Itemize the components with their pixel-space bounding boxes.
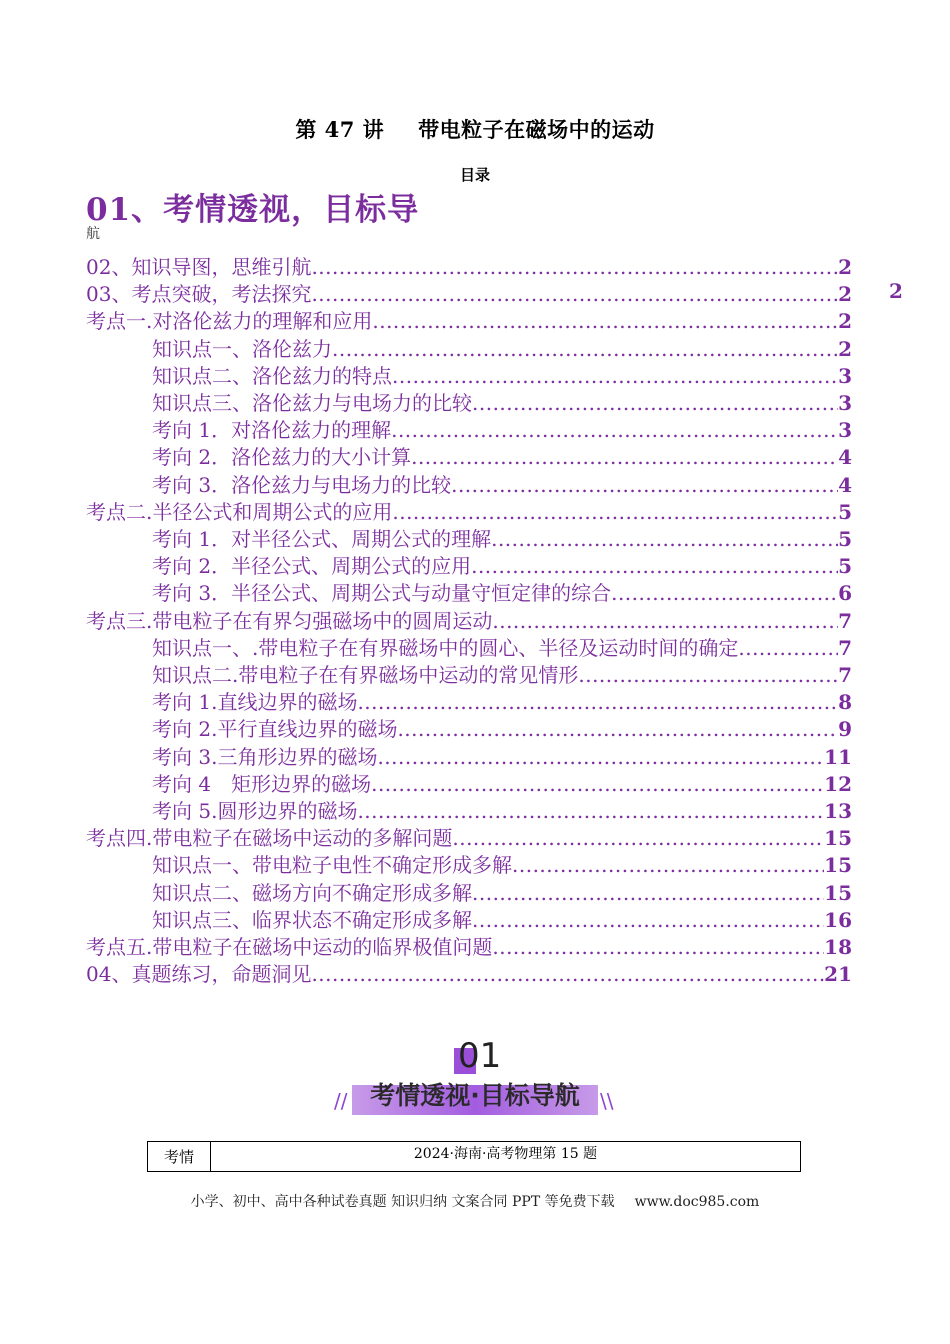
toc-entry-page: 15 (824, 826, 852, 851)
toc-entry[interactable] (152, 659, 852, 686)
section-heading-wrap: 航 (86, 226, 100, 242)
banner-left-slashes: // (334, 1089, 348, 1113)
stray-page-number: 2 (889, 279, 903, 303)
toc-entry-page: 3 (838, 418, 852, 443)
toc-entry-page: 2 (838, 255, 852, 279)
toc-entry-page: 21 (824, 962, 852, 987)
toc-entry[interactable] (152, 414, 852, 441)
toc-entry-title: 考点四.带电粒子在磁场中运动的多解问题 (86, 826, 453, 851)
toc-entry[interactable] (152, 877, 852, 904)
toc-entry-title: 知识点一、带电粒子电性不确定形成多解 (152, 853, 512, 878)
toc-entry-page: 5 (838, 554, 852, 579)
toc-entry-title: 考向 4 矩形边界的磁场 (152, 771, 372, 796)
toc-dot-leader (392, 364, 838, 388)
toc-dot-leader (377, 745, 824, 769)
toc-dot-leader (357, 690, 838, 714)
toc-entry-page: 5 (838, 527, 852, 551)
toc-entry[interactable] (86, 278, 852, 305)
toc-dot-leader (452, 826, 824, 850)
toc-dot-leader (492, 935, 824, 959)
toc-entry[interactable] (152, 904, 852, 931)
toc-entry[interactable] (86, 496, 852, 523)
banner-title: 考情透视·目标导航 (370, 1081, 580, 1110)
toc-dot-leader (611, 581, 838, 605)
toc-entry[interactable] (152, 469, 852, 496)
toc-entry[interactable] (152, 713, 852, 740)
toc-entry[interactable] (152, 523, 852, 550)
toc-entry-page: 7 (838, 608, 852, 633)
toc-entry-title: 知识点二.带电粒子在有界磁场中运动的常见情形 (152, 663, 579, 687)
toc-entry-page: 9 (838, 717, 852, 742)
toc-dot-leader (371, 772, 824, 796)
exam-info-table (147, 1141, 801, 1172)
toc-dot-leader (392, 500, 838, 524)
toc-entry-title: 考向 1．对洛伦兹力的理解 (152, 418, 392, 443)
toc-entry[interactable] (86, 305, 852, 332)
toc-entry-title: 知识点二、磁场方向不确定形成多解 (152, 880, 472, 905)
toc-dot-leader (311, 962, 824, 986)
footer-url[interactable]: www.doc985.com (634, 1194, 760, 1210)
toc-entry-title: 考点五.带电粒子在磁场中运动的临界极值问题 (86, 935, 493, 959)
toc-entry-page: 15 (824, 853, 852, 878)
toc-entry-page: 4 (838, 472, 852, 497)
toc-entry-page: 12 (824, 771, 852, 796)
section-heading-link[interactable]: 01、考情透视，目标导 (86, 192, 420, 228)
toc-entry-page: 2 (838, 282, 852, 307)
toc-dot-leader (472, 908, 824, 932)
toc-dot-leader (492, 609, 838, 633)
toc-entry-page: 16 (824, 907, 852, 932)
toc-entry[interactable] (152, 686, 852, 713)
toc-entry[interactable] (152, 577, 852, 604)
toc-dot-leader (472, 881, 824, 905)
toc-entry-title: 考向 3．洛伦兹力与电场力的比较 (152, 472, 452, 497)
toc-entry-page: 3 (838, 391, 852, 415)
toc-entry-page: 13 (824, 799, 852, 823)
toc-dot-leader (311, 282, 838, 306)
page-footer (0, 1191, 950, 1211)
toc-entry[interactable] (86, 605, 852, 632)
toc-entry-title: 考向 2．半径公式、周期公式的应用 (152, 554, 472, 579)
toc-entry-page: 3 (838, 363, 852, 388)
toc-entry-title: 知识点三、洛伦兹力与电场力的比较 (152, 391, 472, 415)
toc-entry-title: 考向 2．洛伦兹力的大小计算 (152, 445, 412, 470)
toc-entry[interactable] (152, 387, 852, 414)
toc-dot-leader (311, 255, 838, 279)
page-title (0, 114, 950, 144)
toc-entry-page: 18 (824, 935, 852, 959)
toc-entry-page: 4 (838, 445, 852, 470)
toc-dot-leader (357, 799, 824, 823)
table-value-cell: 2024·海南·高考物理第 15 题 (413, 1146, 598, 1162)
toc-entry[interactable] (152, 441, 852, 468)
toc-entry-title: 考向 3.三角形边界的磁场 (152, 744, 378, 769)
toc-dot-leader (491, 527, 838, 551)
toc-entry[interactable] (86, 931, 852, 958)
toc-entry-title: 知识点二、洛伦兹力的特点 (152, 363, 392, 388)
toc-entry[interactable] (152, 632, 852, 659)
toc-entry-title: 考点一.对洛伦兹力的理解和应用 (86, 309, 373, 334)
toc-entry-page: 8 (838, 690, 852, 715)
toc-entry-title: 考向 1．对半径公式、周期公式的理解 (152, 527, 492, 551)
toc-entry-title: 考向 3．半径公式、周期公式与动量守恒定律的综合 (152, 581, 612, 606)
toc-entry-page: 2 (838, 309, 852, 334)
toc-dot-leader (472, 391, 838, 415)
toc-entry-page: 7 (838, 663, 852, 687)
toc-entry-title: 考点三.带电粒子在有界匀强磁场中的圆周运动 (86, 608, 493, 633)
toc-entry-page: 11 (824, 744, 852, 769)
toc-dot-leader (397, 717, 838, 741)
toc-dot-leader (332, 337, 838, 361)
toc-entry[interactable] (152, 360, 852, 387)
toc-entry-title: 知识点一、.带电粒子在有界磁场中的圆心、半径及运动时间的确定 (152, 635, 739, 660)
table-label-cell: 考情 (148, 1142, 211, 1171)
toc-entry-title: 考向 2.平行直线边界的磁场 (152, 717, 398, 742)
toc-dot-leader (738, 636, 838, 660)
toc-dot-leader (471, 554, 838, 578)
footer-text: 小学、初中、高中各种试卷真题 知识归纳 文案合同 PPT 等免费下载 (190, 1194, 615, 1210)
toc-entry-title: 考向 1.直线边界的磁场 (152, 690, 358, 715)
toc-entry[interactable] (86, 822, 852, 849)
toc-entry-title: 04、真题练习，命题洞见 (86, 962, 312, 987)
toc-dot-leader (512, 853, 824, 877)
toc-entry-page: 5 (838, 499, 852, 524)
toc-dot-leader (372, 309, 838, 333)
toc-entry-title: 03、考点突破，考法探究 (86, 282, 312, 307)
toc-entry-page: 15 (824, 880, 852, 905)
toc-entry[interactable] (86, 958, 852, 985)
toc-entry-title: 02、知识导图，思维引航 (86, 255, 312, 279)
toc-entry-page: 7 (838, 635, 852, 660)
toc-entry-title: 考向 5.圆形边界的磁场 (152, 799, 358, 823)
section-banner (330, 1036, 620, 1116)
toc-entry[interactable] (152, 768, 852, 795)
toc-entry[interactable] (152, 849, 852, 876)
toc-dot-leader (451, 473, 838, 497)
toc-entry-page: 2 (838, 336, 852, 361)
toc-entry[interactable] (86, 251, 852, 278)
toc-dot-leader (391, 418, 838, 442)
toc-dot-leader (411, 445, 838, 469)
toc-entry-page: 6 (838, 581, 852, 606)
banner-right-slashes: \\ (600, 1089, 614, 1113)
toc-entry-title: 考点二.半径公式和周期公式的应用 (86, 499, 393, 524)
lecture-number: 第 47 讲 (295, 117, 385, 142)
banner-number: 01 (458, 1036, 502, 1076)
toc-entry[interactable] (152, 795, 852, 822)
toc-entry-title: 知识点三、临界状态不确定形成多解 (152, 907, 472, 932)
toc-entry[interactable] (152, 550, 852, 577)
toc-dot-leader (578, 663, 838, 687)
toc-entry-title: 知识点一、洛伦兹力 (152, 336, 332, 361)
toc-label: 目录 (459, 166, 490, 184)
toc-entry[interactable] (152, 333, 852, 360)
lecture-topic: 带电粒子在磁场中的运动 (418, 117, 655, 142)
toc-entry[interactable] (152, 741, 852, 768)
